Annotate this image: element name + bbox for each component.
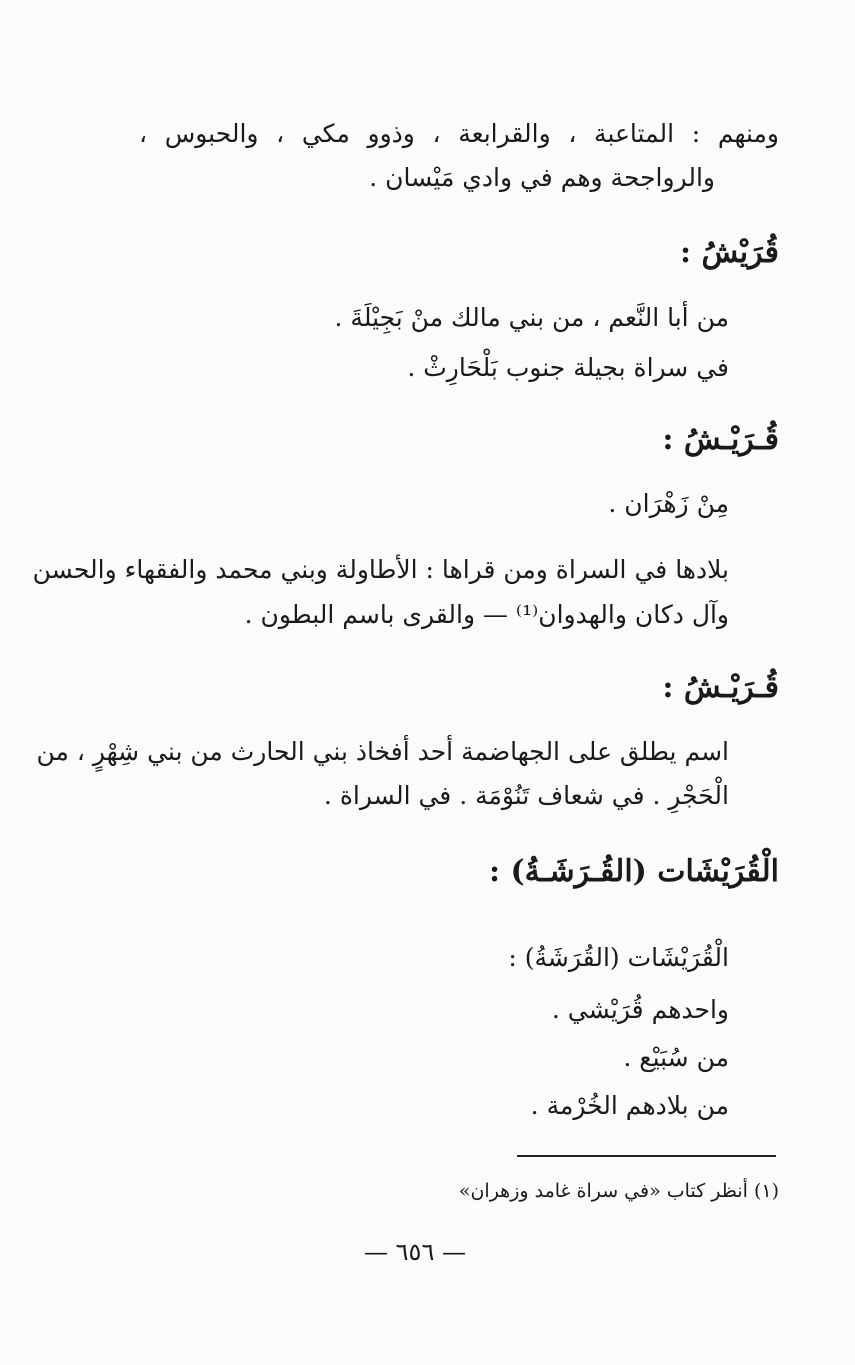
text-line: مِنْ زَهْرَان . xyxy=(608,489,729,518)
footnote: (١) أنظر كتاب «في سراة غامد وزهران» xyxy=(458,1180,779,1202)
text-line: من أبا النَّعم ، من بني مالك منْ بَجِيْلَةَ . xyxy=(334,303,729,332)
entry-heading: قُـرَيْـشُ : xyxy=(662,422,779,457)
text-line: واحدهم قُرَيْشي . xyxy=(551,995,729,1024)
text-line: وآل دكان والهدوان⁽¹⁾ — والقرى باسم البطون . xyxy=(244,600,729,629)
text-line: من سُبَيْع . xyxy=(623,1043,729,1072)
text-line: الْحَجْرِ . في شعاف تَنُوْمَة . في السراة . xyxy=(323,781,729,810)
text-line: في سراة بجيلة جنوب بَلْحَارِثْ . xyxy=(407,353,729,382)
text-line: والرواجحة وهم في وادي مَيْسان . xyxy=(369,163,715,192)
text-line: بلادها في السراة ومن قراها : الأطاولة وبني محمد والفقهاء والحسن xyxy=(32,555,729,584)
entry-heading: قُـرَيْـشُ : xyxy=(662,670,779,705)
entry-heading: قُرَيْشُ : xyxy=(679,235,779,270)
footnote-divider xyxy=(517,1155,776,1157)
text-line: اسم يطلق على الجهاضمة أحد أفخاذ بني الحارث من بني شِهْرٍ ، من xyxy=(36,737,729,766)
page-number: — ٦٥٦ — xyxy=(364,1238,466,1266)
entry-heading: الْقُرَيْشَات (القُـرَشَـةُ) : xyxy=(488,854,779,889)
text-line: ومنهم : المتاعبة ، والقرابعة ، وذوو مكي ، والحبوس ، xyxy=(139,119,779,148)
text-line: من بلادهم الخُرْمة . xyxy=(530,1091,729,1120)
text-line: الْقُرَيْشَات (القُرَشَةُ) : xyxy=(508,943,729,972)
